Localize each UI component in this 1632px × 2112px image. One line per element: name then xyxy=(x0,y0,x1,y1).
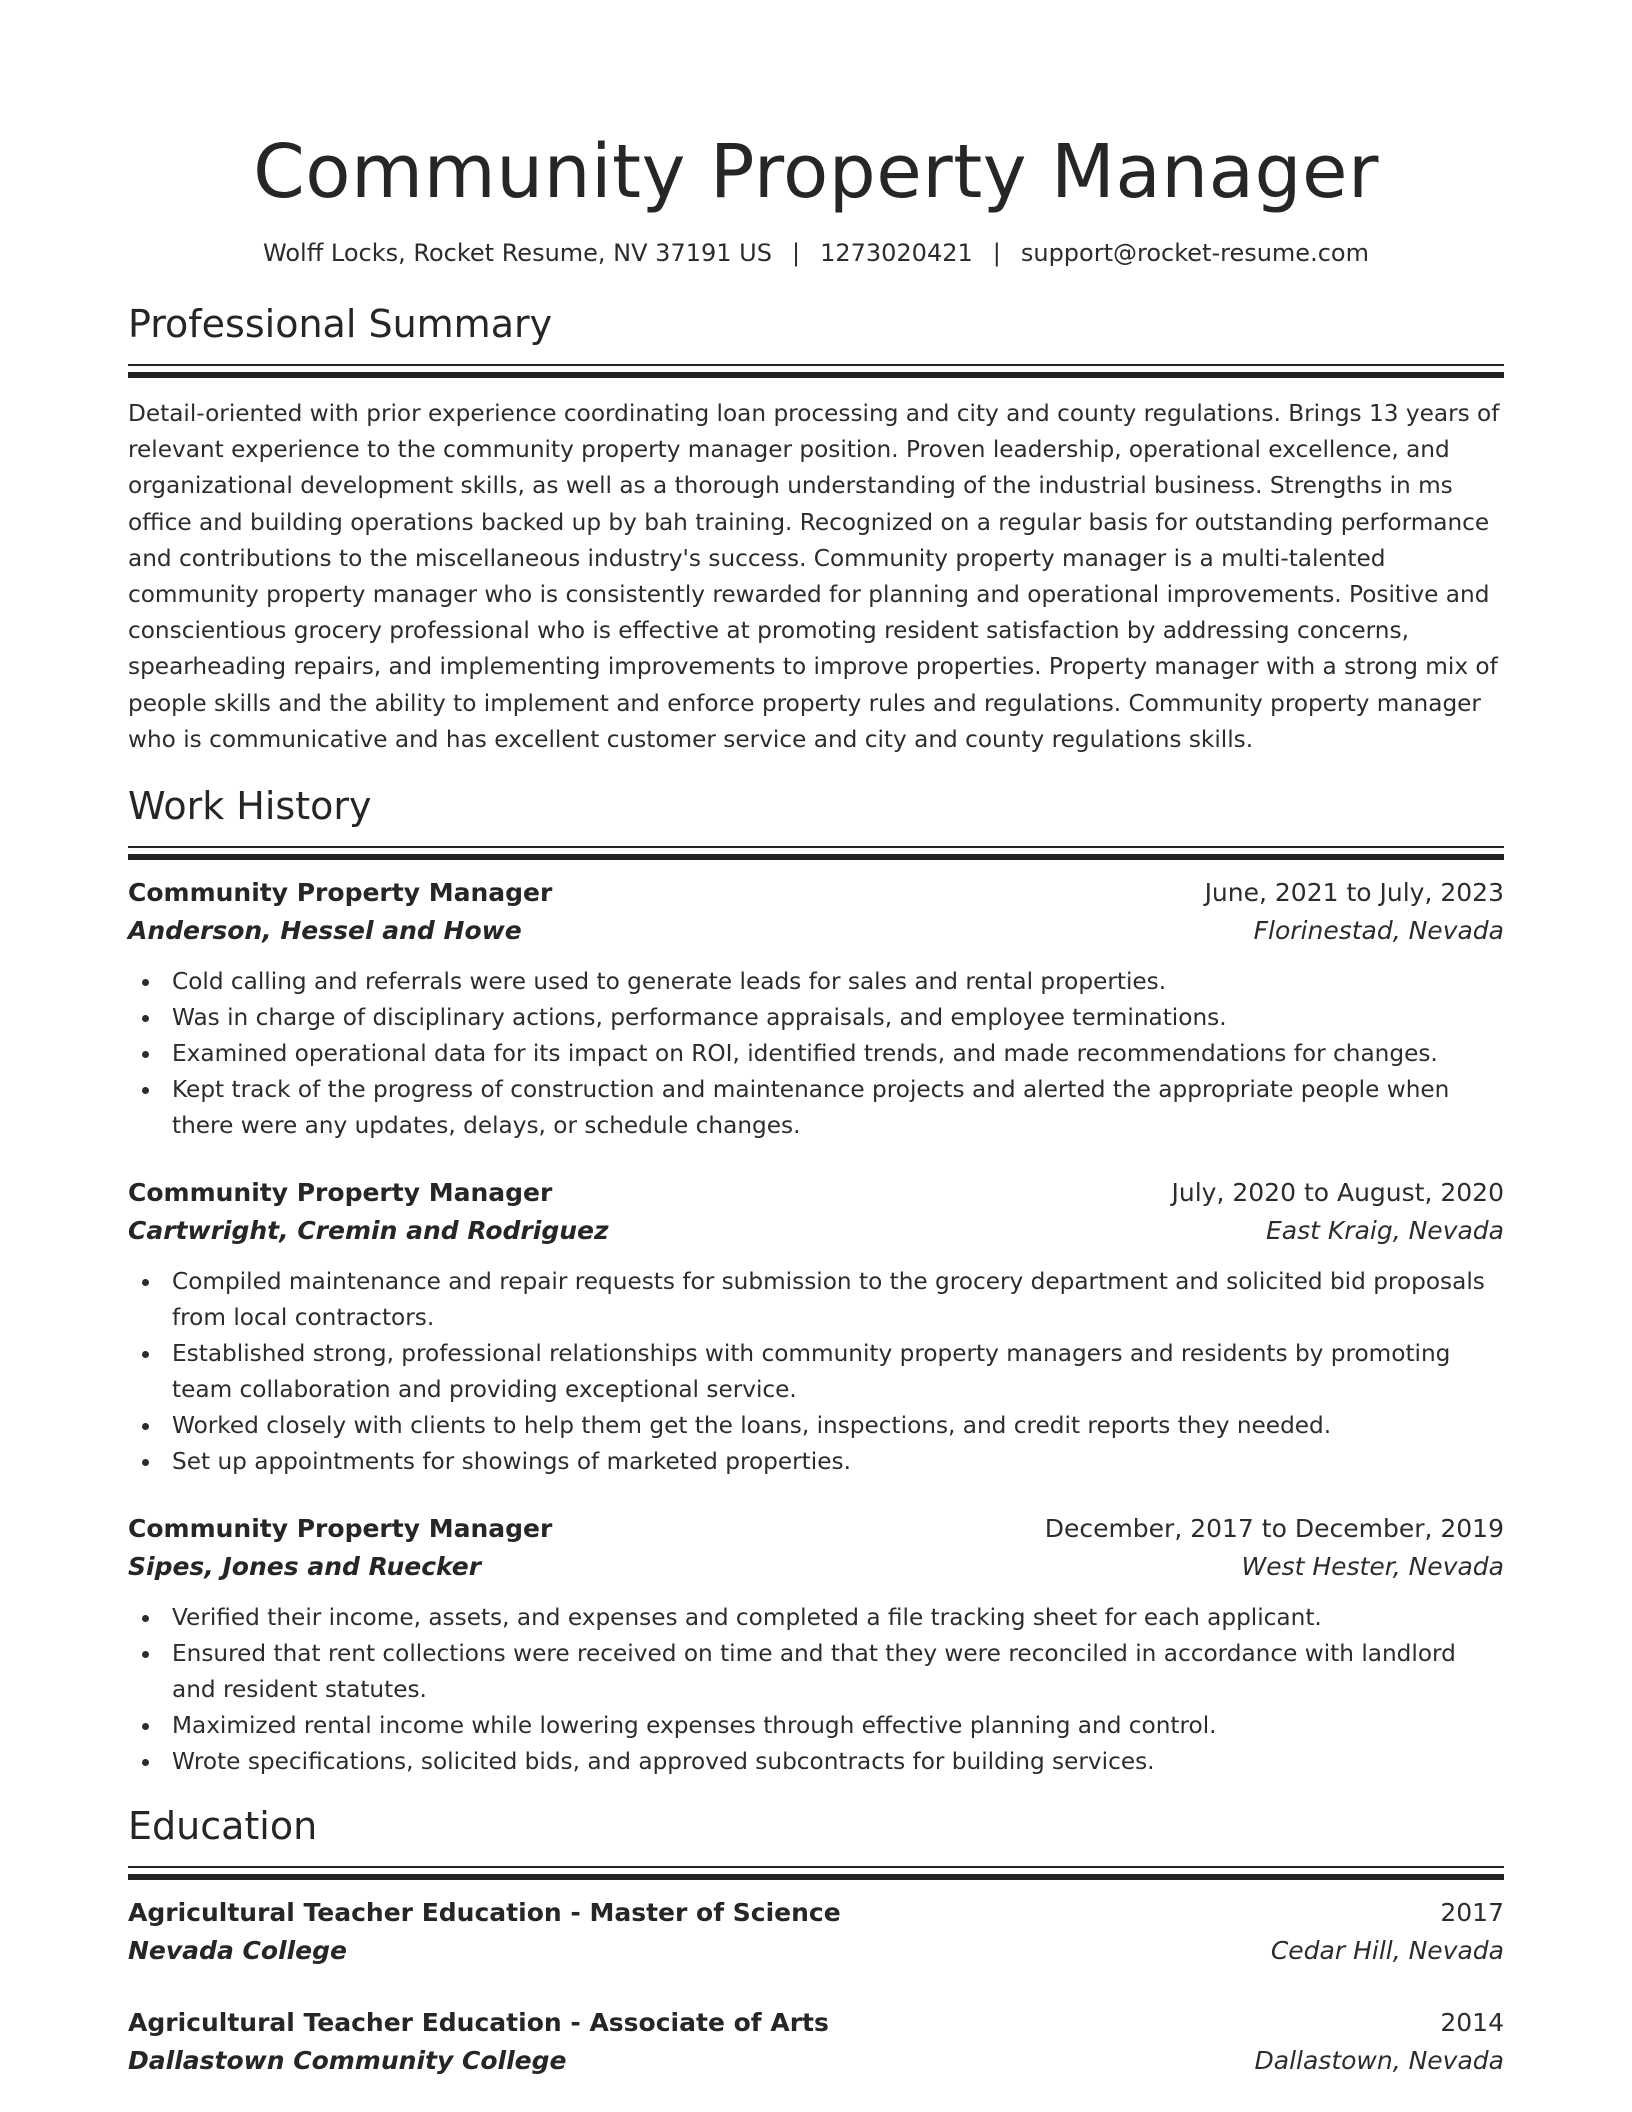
education-school: Nevada College xyxy=(128,1936,347,1966)
job-dates: July, 2020 to August, 2020 xyxy=(1171,1178,1504,1208)
section-divider xyxy=(128,1866,1504,1868)
job-bullet: Wrote specifications, solicited bids, and approved subcontracts for building services. xyxy=(172,1744,1504,1780)
job-bullet: Was in charge of disciplinary actions, performance appraisals, and employee terminations. xyxy=(172,1000,1504,1036)
job-title: Community Property Manager xyxy=(128,878,553,908)
section-title-education: Education xyxy=(128,1804,318,1849)
section-title-summary: Professional Summary xyxy=(128,302,553,346)
contact-phone: 1273020421 xyxy=(820,239,973,267)
job-bullet: Set up appointments for showings of marketed properties. xyxy=(172,1444,1504,1480)
education-degree: Agricultural Teacher Education - Associate of Arts xyxy=(128,2008,829,2038)
contact-separator: | xyxy=(791,239,801,267)
education-location: Dallastown, Nevada xyxy=(1254,2046,1504,2076)
contact-line xyxy=(128,236,1504,270)
job-bullets xyxy=(128,1264,1504,1480)
job-bullet: Compiled maintenance and repair requests for submission to the grocery department and solicited bid proposals from local contractors. xyxy=(172,1264,1504,1336)
section-divider-thick xyxy=(128,854,1504,860)
job-bullet: Kept track of the progress of construction and maintenance projects and alerted the appropriate people when there were any updates, delays, or schedule changes. xyxy=(172,1072,1504,1144)
candidate-name: Community Property Manager xyxy=(253,129,1379,215)
summary-section xyxy=(128,300,1504,758)
education-entry xyxy=(128,1894,1504,1970)
section-title-work: Work History xyxy=(128,784,372,829)
job-company: Anderson, Hessel and Howe xyxy=(128,916,522,946)
contact-address: Wolff Locks, Rocket Resume, NV 37191 US xyxy=(263,239,772,267)
job-location: East Kraig, Nevada xyxy=(1266,1216,1504,1246)
education-year: 2017 xyxy=(1440,1898,1504,1928)
education-degree: Agricultural Teacher Education - Master of Science xyxy=(128,1898,841,1928)
summary-text: Detail-oriented with prior experience coordinating loan processing and city and county regulations. Brings 13 years of relevant experience to the community property manager position. Proven leadership, operational excellence, and organizational development skills, as well as a thorough understanding of the industrial business. Strengths in ms office and building operations backed up by bah training. Recognized on a regular basis for outstanding performance and contributions to the miscellaneous industry's success. Community property manager is a multi-talented community property manager who is consistently rewarded for planning and operational improvements. Positive and conscientious grocery professional who is effective at promoting resident satisfaction by addressing concerns, spearheading repairs, and implementing improvements to improve properties. Property manager with a strong mix of people skills and the ability to implement and enforce property rules and regulations. Community property manager who is communicative and has excellent customer service and city and county regulations skills. xyxy=(128,400,1500,753)
job-company: Sipes, Jones and Ruecker xyxy=(128,1552,482,1582)
section-divider xyxy=(128,846,1504,848)
education-location: Cedar Hill, Nevada xyxy=(1270,1936,1504,1966)
job-title: Community Property Manager xyxy=(128,1514,553,1544)
job-bullet: Worked closely with clients to help them get the loans, inspections, and credit reports they needed. xyxy=(172,1408,1504,1444)
job-bullet: Verified their income, assets, and expenses and completed a file tracking sheet for each applicant. xyxy=(172,1600,1504,1636)
job-bullet: Examined operational data for its impact on ROI, identified trends, and made recommendations for changes. xyxy=(172,1036,1504,1072)
work-history-section xyxy=(128,782,1504,1780)
job-bullet: Cold calling and referrals were used to generate leads for sales and rental properties. xyxy=(172,964,1504,1000)
job-entry xyxy=(128,1174,1504,1480)
section-divider-thick xyxy=(128,372,1504,378)
job-bullet: Established strong, professional relationships with community property managers and residents by promoting team collaboration and providing exceptional service. xyxy=(172,1336,1504,1408)
section-divider xyxy=(128,364,1504,366)
job-entry xyxy=(128,874,1504,1144)
education-year: 2014 xyxy=(1440,2008,1504,2038)
job-company: Cartwright, Cremin and Rodriguez xyxy=(128,1216,609,1246)
job-title: Community Property Manager xyxy=(128,1178,553,1208)
education-school: Dallastown Community College xyxy=(128,2046,567,2076)
resume-page xyxy=(128,0,1504,2080)
job-bullets xyxy=(128,964,1504,1144)
job-dates: June, 2021 to July, 2023 xyxy=(1204,878,1504,908)
job-bullet: Ensured that rent collections were received on time and that they were reconciled in accordance with landlord and resident statutes. xyxy=(172,1636,1504,1708)
education-entry xyxy=(128,2004,1504,2080)
contact-email[interactable]: support@rocket-resume.com xyxy=(1020,239,1369,267)
job-entry xyxy=(128,1510,1504,1780)
section-divider-thick xyxy=(128,1874,1504,1880)
job-dates: December, 2017 to December, 2019 xyxy=(1044,1514,1504,1544)
job-bullets xyxy=(128,1600,1504,1780)
contact-separator: | xyxy=(992,239,1001,267)
education-section xyxy=(128,1802,1504,2080)
job-bullet: Maximized rental income while lowering expenses through effective planning and control. xyxy=(172,1708,1504,1744)
job-location: West Hester, Nevada xyxy=(1241,1552,1504,1582)
job-location: Florinestad, Nevada xyxy=(1253,916,1504,946)
